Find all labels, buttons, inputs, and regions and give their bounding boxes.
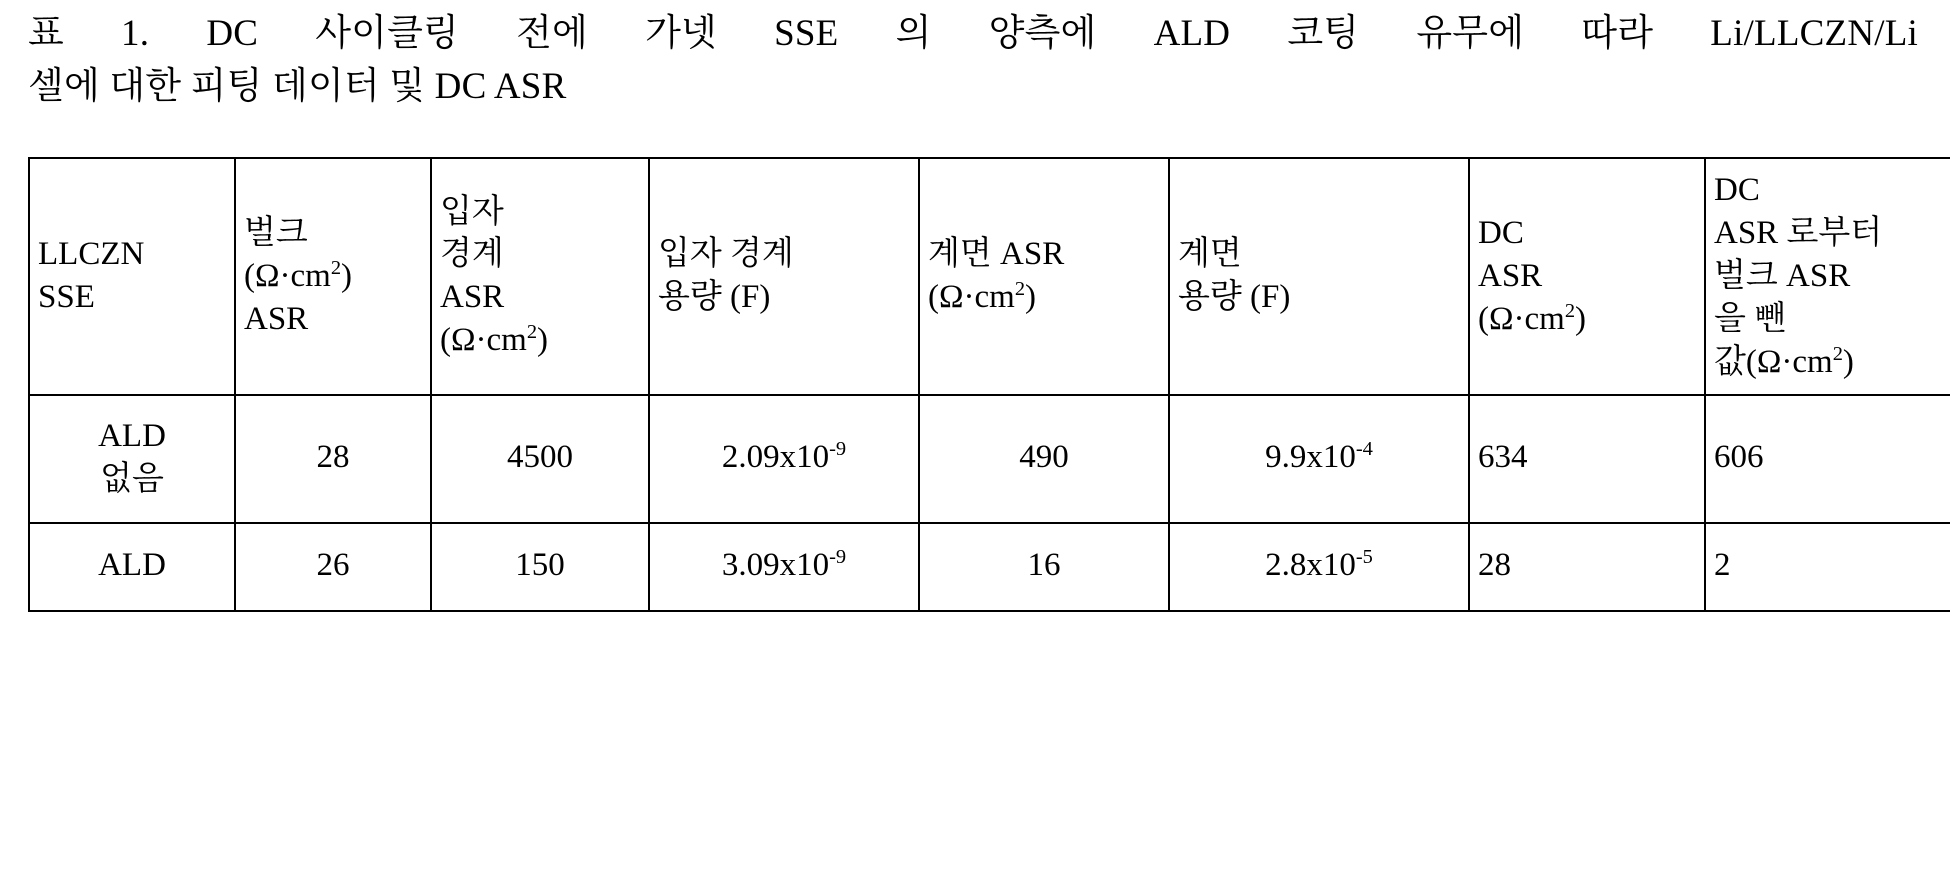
cell-grain-boundary-capacitance: $3.09x10^{-9}$ [649,523,919,611]
cell-grain-boundary-asr: 4500 [431,395,649,523]
header-sse-line-2: SSE [38,279,95,316]
row-label-line-1: ALD [98,417,166,454]
header-bulk-line-2: $(\Omega\cdot cm^2)$ [244,256,353,294]
header-gb-asr-line-3: ASR [440,279,505,316]
cell-row-label [29,523,235,611]
fitting-data-table [28,157,1950,611]
header-bulk-exponent: 2 [330,256,342,279]
caption-line-2: 셀에 대한 피팅 데이터 및 DC ASR [28,65,567,107]
table-row [29,523,1950,611]
header-cell-bulk-asr [235,158,431,394]
header-cell-dc-asr-minus-bulk [1705,158,1950,394]
header-diff-line-3: 벌크 ASR [1714,257,1851,294]
cell-interface-capacitance: $2.8x10^{-5}$ [1169,523,1469,611]
header-gb-asr-line-4: $(\Omega\cdot cm^2)$ [440,321,549,359]
header-cell-interface-capacitance [1169,158,1469,394]
cell-interface-asr: 490 [919,395,1169,523]
table-row [29,395,1950,523]
header-diff-line-2: ASR 로부터 [1714,214,1883,251]
table-caption [28,8,1918,113]
gb-cap-exponent: -9 [829,546,847,569]
if-cap-exponent: -4 [1355,438,1373,461]
cell-grain-boundary-capacitance: $2.09x10^{-9}$ [649,395,919,523]
cell-dc-asr: 28 [1469,523,1705,611]
header-dc-asr-line-2: ASR [1478,257,1543,294]
header-cell-dc-asr [1469,158,1705,394]
header-if-asr-line-1: 계면 ASR [928,236,1065,273]
if-cap-exponent: -5 [1355,546,1373,569]
header-gb-asr-line-2: 경계 [440,236,504,273]
caption-line-1: 표 1. DC 사이클링 전에 가넷 SSE 의 양측에 ALD 코팅 유무에 따라 Li/LLCZN/Li [28,13,1918,54]
header-cell-interface-asr [919,158,1169,394]
header-dc-asr-line-3: $(\Omega\cdot cm^2)$ [1478,299,1587,337]
cell-dc-asr-minus-bulk: 2 [1705,523,1950,611]
header-bulk-line-1: 벌크 [244,214,308,251]
cell-interface-asr: 16 [919,523,1169,611]
header-if-cap-line-1: 계면 [1178,236,1242,273]
header-if-cap-line-2: 용량 (F) [1178,279,1291,316]
header-if-asr-exponent: 2 [1014,278,1026,301]
row-label-line-2: 없음 [100,460,164,497]
header-diff-line-1: DC [1714,172,1760,209]
header-gb-cap-line-1: 입자 경계 [658,236,794,273]
header-diff-line-5: 값$(\Omega\cdot cm^2)$ [1714,342,1854,380]
table-header-row [29,158,1950,394]
cell-dc-asr-minus-bulk: 606 [1705,395,1950,523]
cell-bulk-asr: 26 [235,523,431,611]
cell-bulk-asr: 28 [235,395,431,523]
header-diff-exponent: 2 [1832,342,1843,365]
header-dc-asr-line-1: DC [1478,214,1524,251]
gb-cap-exponent: -9 [829,438,847,461]
header-diff-line-4: 을 뺀 [1714,300,1787,337]
cell-row-label [29,395,235,523]
header-cell-grain-boundary-asr [431,158,649,394]
header-bulk-line-3: ASR [244,300,309,337]
header-gb-cap-line-2: 용량 (F) [658,279,771,316]
header-cell-grain-boundary-capacitance [649,158,919,394]
header-if-asr-line-2: $(\Omega\cdot cm^2)$ [928,278,1037,316]
cell-grain-boundary-asr: 150 [431,523,649,611]
cell-interface-capacitance: $9.9x10^{-4}$ [1169,395,1469,523]
header-sse-line-1: LLCZN [38,236,145,273]
row-label-line-1: ALD [98,547,166,584]
header-gb-asr-exponent: 2 [526,321,538,344]
header-cell-sse [29,158,235,394]
cell-dc-asr: 634 [1469,395,1705,523]
header-dc-asr-exponent: 2 [1564,299,1576,322]
header-gb-asr-line-1: 입자 [440,193,504,230]
